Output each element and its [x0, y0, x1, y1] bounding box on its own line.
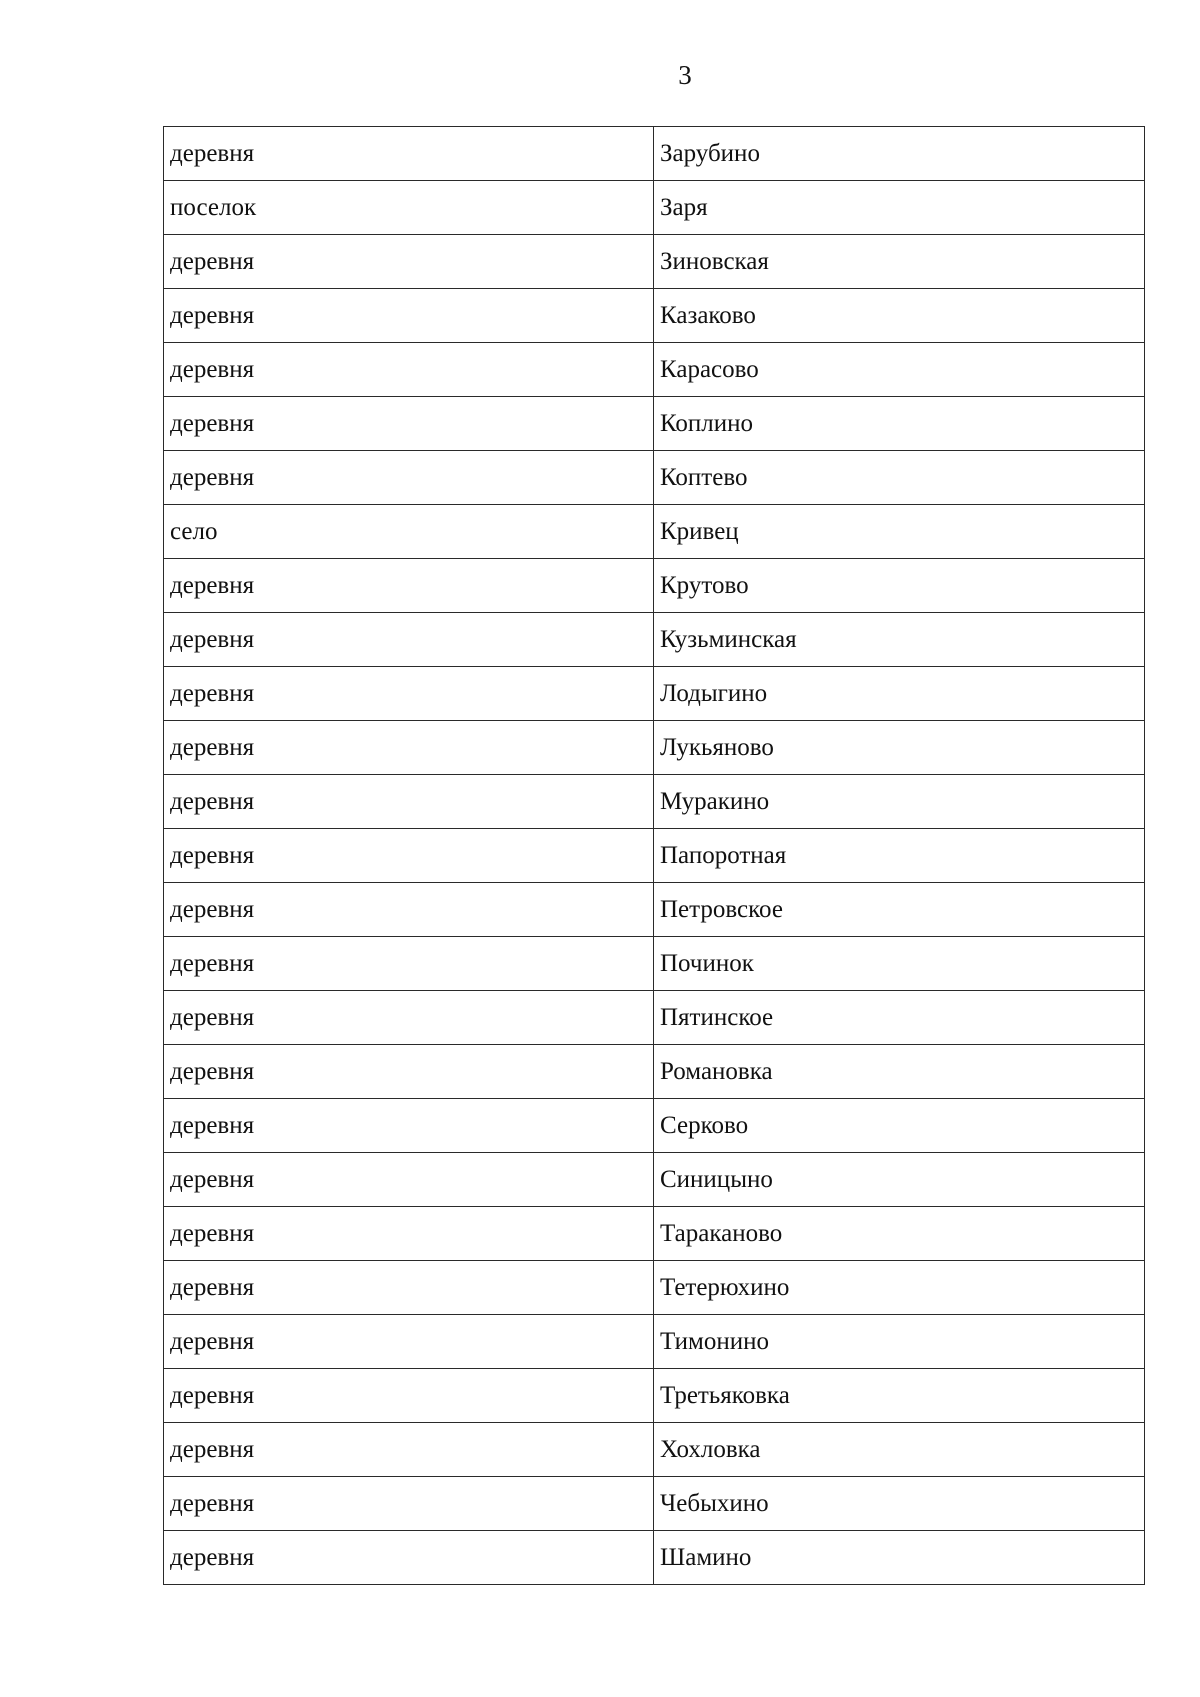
settlement-type-cell: деревня: [164, 1207, 654, 1261]
settlement-name-cell: Тетерюхино: [654, 1261, 1145, 1315]
settlement-name-cell: Зарубино: [654, 127, 1145, 181]
settlement-type-cell: деревня: [164, 127, 654, 181]
settlement-type-cell: деревня: [164, 1477, 654, 1531]
table-row: [164, 505, 1145, 559]
settlement-name-cell: Шамино: [654, 1531, 1145, 1585]
settlement-type-cell: деревня: [164, 1045, 654, 1099]
settlement-name-cell: Петровское: [654, 883, 1145, 937]
settlement-name-cell: Третьяковка: [654, 1369, 1145, 1423]
settlement-type-cell: село: [164, 505, 654, 559]
settlement-name-cell: Чебыхино: [654, 1477, 1145, 1531]
settlement-name-cell: Тараканово: [654, 1207, 1145, 1261]
table-row: [164, 397, 1145, 451]
settlement-type-cell: деревня: [164, 883, 654, 937]
settlement-type-cell: деревня: [164, 559, 654, 613]
settlement-name-cell: Заря: [654, 181, 1145, 235]
table-row: [164, 829, 1145, 883]
table-row: [164, 883, 1145, 937]
table-row: [164, 289, 1145, 343]
settlement-type-cell: деревня: [164, 1369, 654, 1423]
table-row: [164, 1099, 1145, 1153]
settlement-type-cell: деревня: [164, 1099, 654, 1153]
settlement-name-cell: Романовка: [654, 1045, 1145, 1099]
table-row: [164, 1477, 1145, 1531]
settlement-type-cell: деревня: [164, 289, 654, 343]
settlement-name-cell: Коплино: [654, 397, 1145, 451]
table-row: [164, 991, 1145, 1045]
table-row: [164, 667, 1145, 721]
table-row: [164, 1315, 1145, 1369]
settlement-name-cell: Казаково: [654, 289, 1145, 343]
table-row: [164, 721, 1145, 775]
settlements-table: [163, 126, 1145, 1585]
settlement-name-cell: Синицыно: [654, 1153, 1145, 1207]
table-row: [164, 181, 1145, 235]
settlement-name-cell: Лукьяново: [654, 721, 1145, 775]
table-row: [164, 1045, 1145, 1099]
settlement-type-cell: деревня: [164, 343, 654, 397]
table-row: [164, 1207, 1145, 1261]
settlement-name-cell: Кривец: [654, 505, 1145, 559]
settlement-name-cell: Муракино: [654, 775, 1145, 829]
settlement-type-cell: деревня: [164, 667, 654, 721]
settlement-name-cell: Кузьминская: [654, 613, 1145, 667]
table-row: [164, 1423, 1145, 1477]
settlement-name-cell: Тимонино: [654, 1315, 1145, 1369]
settlement-type-cell: деревня: [164, 1315, 654, 1369]
settlement-name-cell: Папоротная: [654, 829, 1145, 883]
settlement-type-cell: деревня: [164, 937, 654, 991]
table-row: [164, 343, 1145, 397]
settlement-type-cell: деревня: [164, 1153, 654, 1207]
settlement-type-cell: деревня: [164, 991, 654, 1045]
settlement-type-cell: деревня: [164, 451, 654, 505]
settlement-type-cell: деревня: [164, 613, 654, 667]
settlement-name-cell: Лодыгино: [654, 667, 1145, 721]
table-row: [164, 1531, 1145, 1585]
settlement-type-cell: поселок: [164, 181, 654, 235]
settlement-name-cell: Серково: [654, 1099, 1145, 1153]
settlement-name-cell: Зиновская: [654, 235, 1145, 289]
settlement-type-cell: деревня: [164, 775, 654, 829]
table-row: [164, 559, 1145, 613]
settlement-name-cell: Крутово: [654, 559, 1145, 613]
settlement-type-cell: деревня: [164, 397, 654, 451]
settlements-table-body: [164, 127, 1145, 1585]
settlement-name-cell: Пятинское: [654, 991, 1145, 1045]
table-row: [164, 775, 1145, 829]
table-row: [164, 127, 1145, 181]
settlement-type-cell: деревня: [164, 235, 654, 289]
settlement-type-cell: деревня: [164, 1423, 654, 1477]
settlement-type-cell: деревня: [164, 1261, 654, 1315]
settlement-type-cell: деревня: [164, 1531, 654, 1585]
table-row: [164, 937, 1145, 991]
settlement-name-cell: Починок: [654, 937, 1145, 991]
settlement-name-cell: Коптево: [654, 451, 1145, 505]
settlement-type-cell: деревня: [164, 829, 654, 883]
settlement-name-cell: Хохловка: [654, 1423, 1145, 1477]
table-row: [164, 1261, 1145, 1315]
table-row: [164, 451, 1145, 505]
table-row: [164, 1369, 1145, 1423]
table-row: [164, 613, 1145, 667]
table-row: [164, 235, 1145, 289]
settlement-type-cell: деревня: [164, 721, 654, 775]
table-row: [164, 1153, 1145, 1207]
settlement-name-cell: Карасово: [654, 343, 1145, 397]
page-number: 3: [678, 60, 692, 90]
